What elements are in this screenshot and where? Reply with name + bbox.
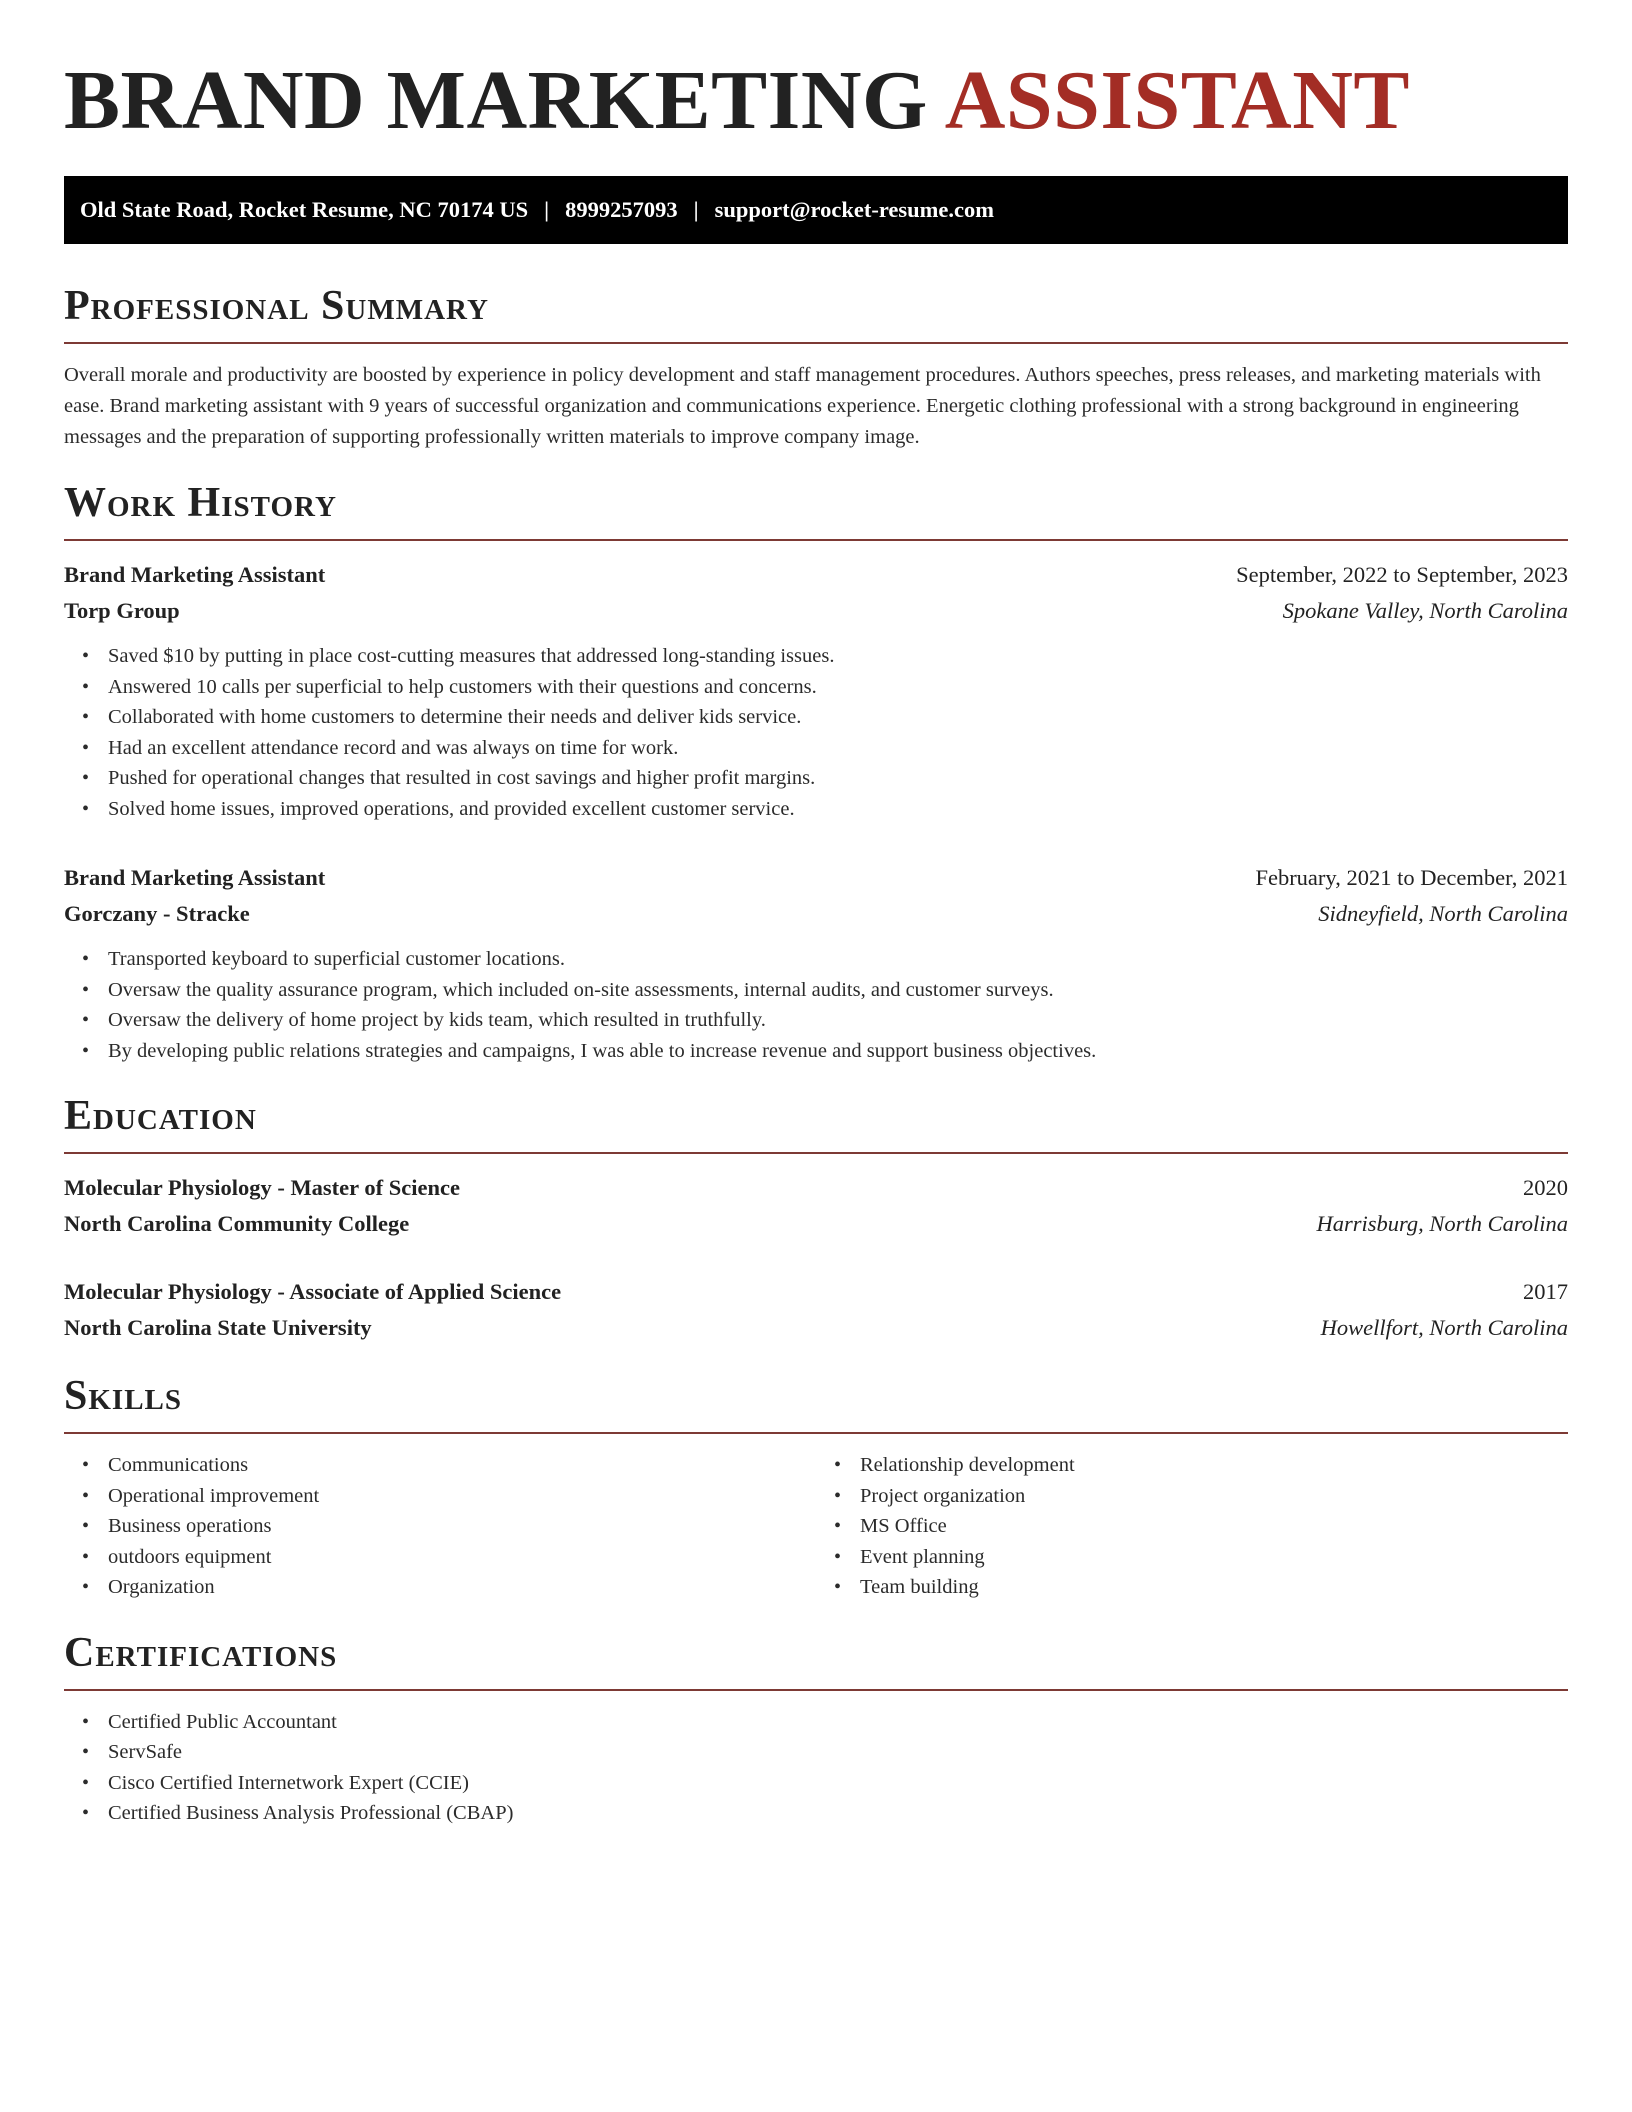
job-bullet: • Oversaw the delivery of home project by kids team, which resulted in truthfully.	[108, 1005, 1568, 1036]
section-title-summary: Professional Summary	[64, 283, 489, 329]
certification-item: • ServSafe	[108, 1737, 1568, 1768]
section-title-education: Education	[64, 1093, 257, 1139]
job-title: Brand Marketing Assistant	[64, 865, 326, 890]
contact-separator: |	[693, 197, 699, 222]
skills-list-right	[816, 1450, 1568, 1603]
job-entry	[64, 860, 1568, 1066]
section-divider	[64, 342, 1568, 344]
certification-item: • Cisco Certified Internetwork Expert (CCIE)	[108, 1768, 1568, 1799]
name-accent: ASSISTANT	[944, 54, 1410, 147]
education-year: 2020	[1523, 1175, 1568, 1200]
section-title-work-history: Work History	[64, 480, 337, 526]
contact-email[interactable]: support@rocket-resume.com	[714, 197, 994, 222]
skill-item: • Organization	[108, 1572, 816, 1603]
job-company: Gorczany - Stracke	[64, 901, 250, 926]
skills-section	[64, 1370, 1568, 1603]
job-bullet: • Had an excellent attendance record and was always on time for work.	[108, 733, 1568, 764]
job-bullets	[64, 641, 1568, 824]
contact-separator: |	[544, 197, 550, 222]
job-bullet: • Answered 10 calls per superficial to help customers with their questions and concerns.	[108, 672, 1568, 703]
job-bullet: • Solved home issues, improved operations, and provided excellent customer service.	[108, 794, 1568, 825]
certifications-list	[64, 1707, 1568, 1829]
education-degree: Molecular Physiology - Master of Science	[64, 1175, 460, 1200]
certification-item: • Certified Business Analysis Professional (CBAP)	[108, 1798, 1568, 1829]
job-header-row	[64, 860, 1568, 896]
skill-item: • Communications	[108, 1450, 816, 1481]
skill-item: • Project organization	[860, 1481, 1568, 1512]
resume-name	[64, 0, 1568, 146]
skill-item: • Relationship development	[860, 1450, 1568, 1481]
summary-section	[64, 280, 1568, 453]
job-title: Brand Marketing Assistant	[64, 562, 326, 587]
job-header-row	[64, 557, 1568, 593]
education-section	[64, 1090, 1568, 1346]
skill-item: • MS Office	[860, 1511, 1568, 1542]
education-entry	[64, 1274, 1568, 1346]
section-divider	[64, 1432, 1568, 1434]
education-location: Harrisburg, North Carolina	[1316, 1211, 1568, 1236]
skill-item: • Business operations	[108, 1511, 816, 1542]
skill-item: • outdoors equipment	[108, 1542, 816, 1573]
section-divider	[64, 1689, 1568, 1691]
job-entry	[64, 557, 1568, 824]
education-degree: Molecular Physiology - Associate of Applied Science	[64, 1279, 562, 1304]
job-dates: February, 2021 to December, 2021	[1255, 865, 1568, 890]
education-school: North Carolina Community College	[64, 1211, 410, 1236]
education-entry	[64, 1170, 1568, 1242]
job-bullet: • By developing public relations strategies and campaigns, I was able to increase revenue and support business objectives.	[108, 1036, 1568, 1067]
section-divider	[64, 539, 1568, 541]
skills-list-left	[64, 1450, 816, 1603]
job-location: Spokane Valley, North Carolina	[1282, 598, 1568, 623]
section-title-skills: Skills	[64, 1373, 183, 1419]
education-location: Howellfort, North Carolina	[1320, 1315, 1568, 1340]
job-company-row	[64, 593, 1568, 629]
job-location: Sidneyfield, North Carolina	[1318, 901, 1568, 926]
education-header-row	[64, 1170, 1568, 1206]
skills-columns	[64, 1450, 1568, 1603]
summary-text: Overall morale and productivity are boosted by experience in policy development and staff management procedures. Authors speeches, press releases, and marketing materials with ease. Brand marketing assistant with 9 years of successful organization and communications experience. Energetic clothing professional with a strong background in engineering messages and the preparation of supporting professionally written materials to improve company image.	[64, 364, 1541, 448]
name-primary: BRAND MARKETING	[64, 54, 928, 147]
skill-item: • Event planning	[860, 1542, 1568, 1573]
certification-item: • Certified Public Accountant	[108, 1707, 1568, 1738]
job-bullet: • Oversaw the quality assurance program, which included on-site assessments, internal audits, and customer surveys.	[108, 975, 1568, 1006]
job-bullet: • Pushed for operational changes that resulted in cost savings and higher profit margins.	[108, 763, 1568, 794]
contact-phone: 8999257093	[565, 197, 678, 222]
job-bullet: • Collaborated with home customers to determine their needs and deliver kids service.	[108, 702, 1568, 733]
job-dates: September, 2022 to September, 2023	[1236, 562, 1568, 587]
job-bullets	[64, 944, 1568, 1066]
education-school: North Carolina State University	[64, 1315, 372, 1340]
job-company-row	[64, 896, 1568, 932]
job-bullet: • Transported keyboard to superficial customer locations.	[108, 944, 1568, 975]
contact-bar	[64, 176, 1568, 244]
skill-item: • Operational improvement	[108, 1481, 816, 1512]
education-header-row	[64, 1274, 1568, 1310]
resume-page	[64, 0, 1568, 1829]
education-school-row	[64, 1206, 1568, 1242]
contact-address: Old State Road, Rocket Resume, NC 70174 US	[80, 197, 529, 222]
job-company: Torp Group	[64, 598, 180, 623]
section-divider	[64, 1152, 1568, 1154]
job-bullet: • Saved $10 by putting in place cost-cutting measures that addressed long-standing issues.	[108, 641, 1568, 672]
work-history-section	[64, 477, 1568, 1066]
skill-item: • Team building	[860, 1572, 1568, 1603]
education-school-row	[64, 1310, 1568, 1346]
section-title-certifications: Certifications	[64, 1629, 338, 1676]
education-year: 2017	[1523, 1279, 1568, 1304]
certifications-section	[64, 1627, 1568, 1829]
